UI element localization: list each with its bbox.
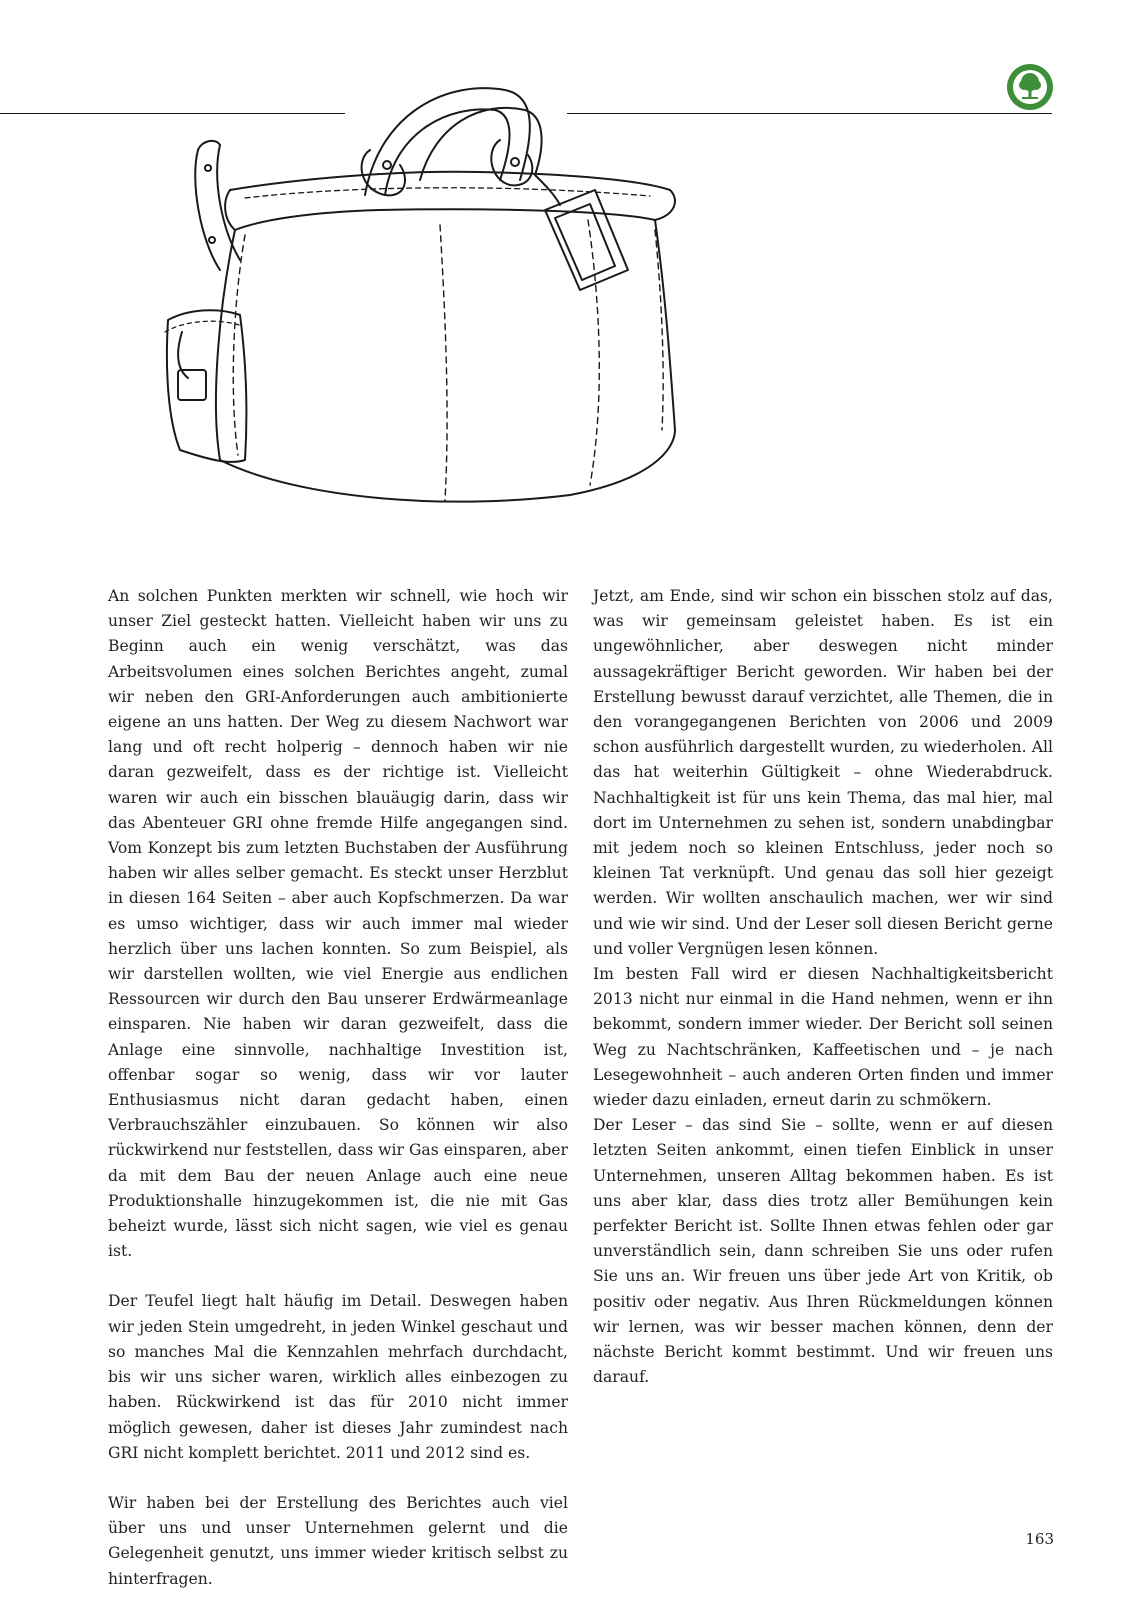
right-paragraph-3: Der Leser – das sind Sie – sollte, wenn er auf diesen letzten Seiten ankommt, einen tiefen Einblick in unser Unternehmen, unseren Alltag bekommen haben. Es ist uns aber klar, dass dies trotz aller Bemühungen kein perfekter Bericht ist. Sollte Ihnen etwas fehlen oder gar unverständlich sein, dann schreiben Sie uns oder rufen Sie uns an. Wir freuen uns über jede Art von Kritik, ob positiv oder negativ. Aus Ihren Rückmeldungen können wir lernen, was wir besser machen können, denn der nächste Bericht kommt bestimmt. Und wir freuen uns darauf. [593, 1116, 1053, 1387]
page-number: 163 [1025, 1530, 1054, 1548]
right-paragraph-2: Im besten Fall wird er diesen Nachhaltigkeitsbericht 2013 nicht nur einmal in die Hand nehmen, wenn er ihn bekommt, sondern immer wieder. Der Bericht soll seinen Weg zu Nachtschränken, Kaffeetischen und – je nach Lesegewohnheit – auch anderen Orten finden und immer wieder dazu einladen, erneut darin zu schmökern. [593, 965, 1053, 1110]
travel-bag-illustration [150, 70, 710, 530]
right-text-column [593, 584, 1053, 1391]
left-text-column [108, 584, 568, 1592]
left-paragraph-2: Der Teufel liegt halt häufig im Detail. Deswegen haben wir jeden Stein umgedreht, in jeden Winkel geschaut und so manches Mal die Kennzahlen mehrfach durchdacht, bis wir uns sicher waren, wirklich alles einbezogen zu haben. Rückwirkend ist das für 2010 nicht immer möglich gewesen, daher ist dieses Jahr zumindest nach GRI nicht komplett berichtet. 2011 und 2012 sind es. [108, 1292, 568, 1462]
left-paragraph-1: An solchen Punkten merkten wir schnell, wie hoch wir unser Ziel gesteckt hatten. Vielleicht haben wir uns zu Beginn auch ein wenig verschätzt, was das Arbeitsvolumen eines solchen Berichtes angeht, zumal wir neben den GRI-Anforderungen auch ambitionierte eigene an uns hatten. Der Weg zu diesem Nachwort war lang und oft recht holperig – dennoch haben wir nie daran gezweifelt, dass es der richtige ist. Vielleicht waren wir auch ein bisschen blauäugig darin, dass wir das Abenteuer GRI ohne fremde Hilfe angegangen sind. Vom Konzept bis zum letzten Buchstaben der Ausführung haben wir alles selber gemacht. Es steckt unser Herzblut in diesen 164 Seiten – aber auch Kopfschmerzen. Da war es umso wichtiger, dass wir auch immer mal wieder herzlich über uns lachen konnten. So zum Beispiel, als wir darstellen wollten, wie viel Energie aus endlichen Ressourcen wir durch den Bau unserer Erdwärmeanlage einsparen. Nie haben wir daran gezweifelt, dass die Anlage eine sinnvolle, nachhaltige Investition ist, offenbar sogar so wenig, dass wir vor lauter Enthusiasmus nicht daran gedacht haben, einen Verbrauchszähler einzubauen. So können wir also rückwirkend nur feststellen, dass wir Gas einsparen, aber da mit dem Bau der neuen Anlage auch eine neue Produktionshalle hinzugekommen ist, die nie mit Gas beheizt wurde, lässt sich nicht sagen, wie viel es genau ist. [108, 587, 568, 1261]
right-paragraph-1: Jetzt, am Ende, sind wir schon ein bisschen stolz auf das, was wir gemeinsam geleistet haben. Es ist ein ungewöhnlicher, aber deswegen nicht minder aussagekräftiger Bericht geworden. Wir haben bei der Erstellung bewusst darauf verzichtet, alle Themen, die in den vorangegangenen Berichten von 2006 und 2009 schon ausführlich dargestellt wurden, zu wiederholen. All das hat weiterhin Gültigkeit – ohne Wiederabdruck. Nachhaltigkeit ist für uns kein Thema, das mal hier, mal dort im Unternehmen zu sehen ist, sondern unabdingbar mit jedem noch so kleinen Entschluss, jeder noch so kleinen Tat verknüpft. Und genau das soll hier gezeigt werden. Wir wollten anschaulich machen, wer wir sind und wie wir sind. Und der Leser soll diesen Bericht gerne und voller Vergnügen lesen können. [593, 587, 1053, 958]
left-paragraph-3: Wir haben bei der Erstellung des Berichtes auch viel über uns und unser Unternehmen gelernt und die Gelegenheit genutzt, uns immer wieder kritisch selbst zu hinterfragen. [108, 1493, 568, 1588]
lebensbaum-logo [1006, 63, 1054, 111]
